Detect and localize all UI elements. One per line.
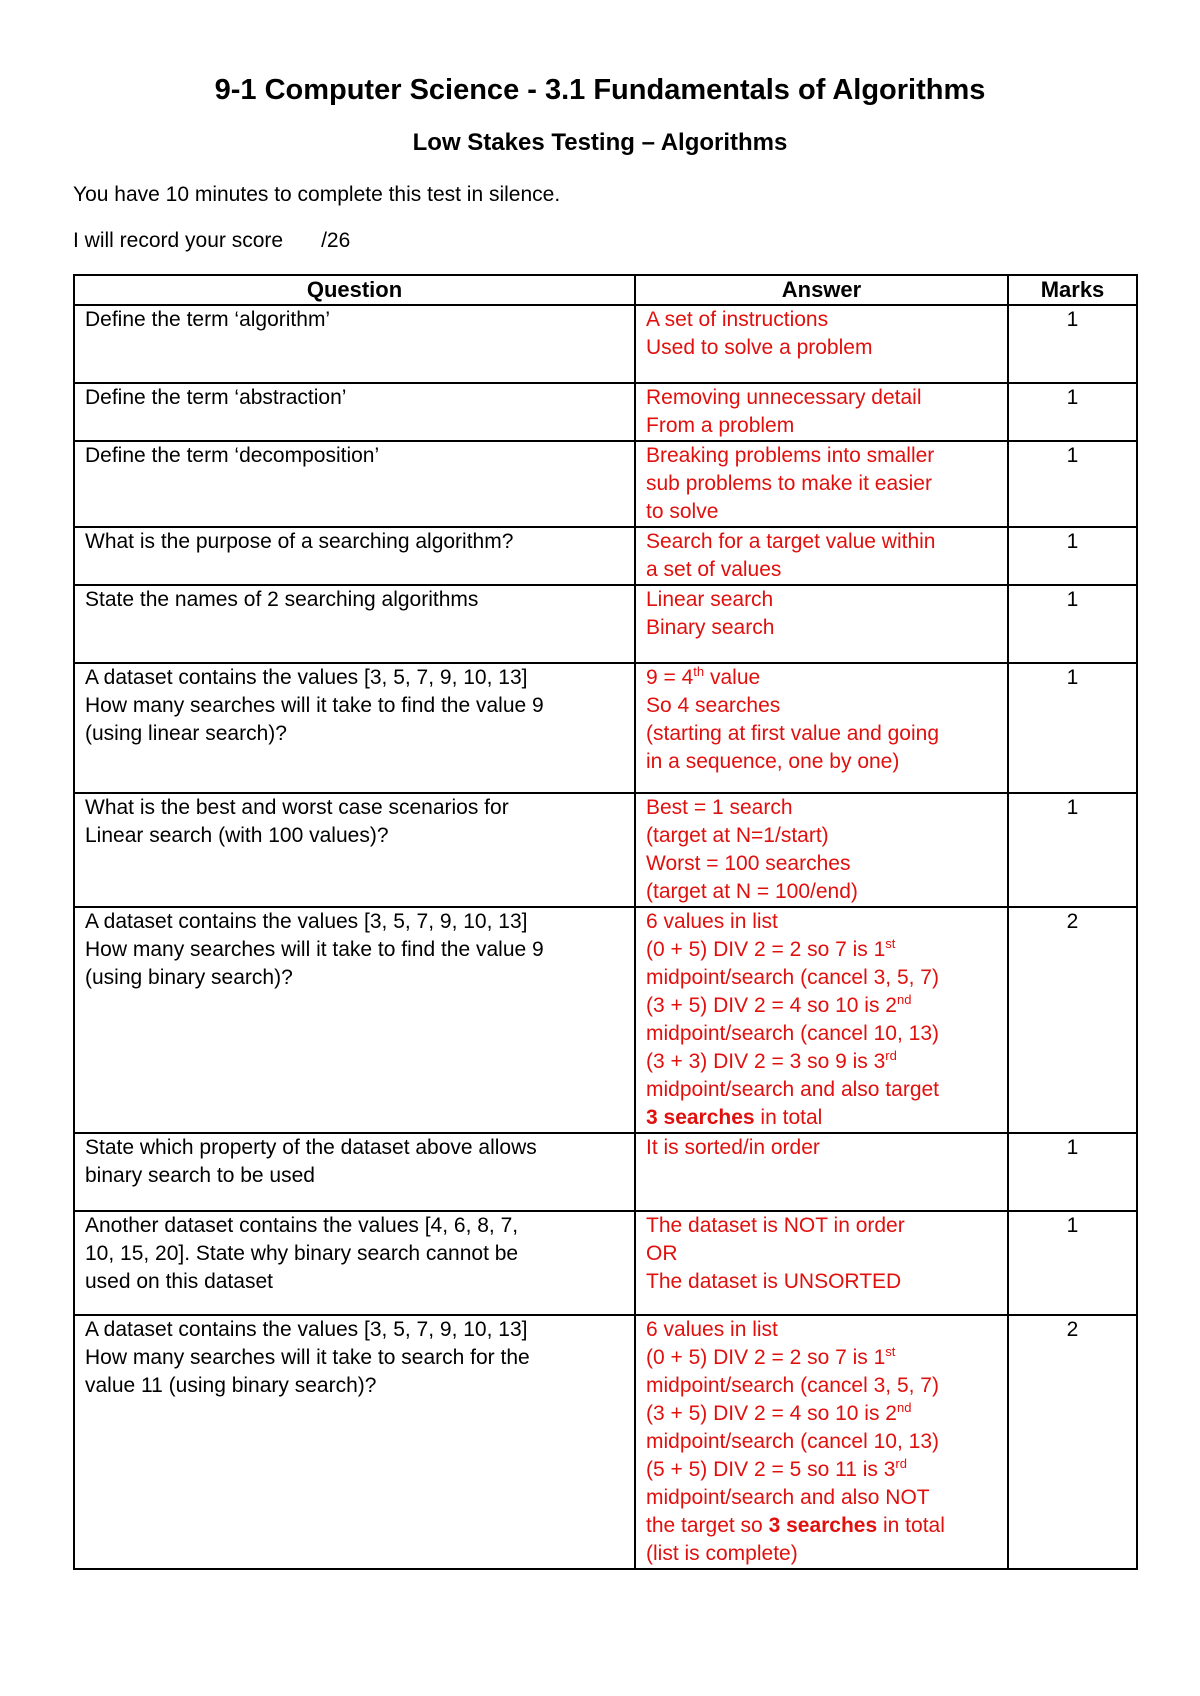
- table-row: [74, 793, 1137, 907]
- answer-line: midpoint/search (cancel 10, 13): [646, 1430, 939, 1453]
- answer-ordinal-suffix: st: [885, 1344, 896, 1359]
- answer-line: midpoint/search and also NOT: [646, 1486, 930, 1509]
- marks-cell: 1: [1008, 663, 1137, 793]
- score-total: /26: [321, 229, 351, 252]
- answer-line: [646, 1456, 997, 1484]
- marks-cell: 1: [1008, 1211, 1137, 1315]
- column-header-question: Question: [74, 275, 635, 305]
- answer-cell: [635, 1211, 1008, 1315]
- question-line: How many searches will it take to find the value 9: [85, 938, 544, 961]
- question-line: binary search to be used: [85, 1164, 315, 1187]
- marks-cell: 1: [1008, 585, 1137, 663]
- answer-line: (starting at first value and going: [646, 722, 939, 745]
- question-line: (using linear search)?: [85, 722, 287, 745]
- answer-cell: [635, 1315, 1008, 1569]
- answer-ordinal-suffix: rd: [895, 1456, 907, 1471]
- answer-cell: [635, 527, 1008, 585]
- answer-cell: [635, 1133, 1008, 1211]
- answer-text: value: [704, 666, 761, 689]
- question-line: What is the purpose of a searching algorithm?: [85, 530, 514, 553]
- answer-text: in total: [877, 1514, 945, 1537]
- answer-line: Removing unnecessary detail: [646, 386, 922, 409]
- question-line: Define the term ‘decomposition’: [85, 444, 380, 467]
- table-row: [74, 383, 1137, 441]
- answer-line: The dataset is NOT in order: [646, 1214, 905, 1237]
- question-cell: [74, 1133, 635, 1211]
- answer-line: So 4 searches: [646, 694, 781, 717]
- answer-line: midpoint/search (cancel 10, 13): [646, 1022, 939, 1045]
- answer-cell: [635, 663, 1008, 793]
- answer-line: 6 values in list: [646, 910, 778, 933]
- answer-ordinal-suffix: th: [693, 664, 705, 679]
- marks-cell: 1: [1008, 1133, 1137, 1211]
- answer-line: sub problems to make it easier: [646, 472, 932, 495]
- question-line: State the names of 2 searching algorithms: [85, 588, 479, 611]
- answer-line: A set of instructions: [646, 308, 829, 331]
- answer-text: (3 + 5) DIV 2 = 4 so 10 is 2: [646, 994, 897, 1017]
- table-row: [74, 527, 1137, 585]
- score-label: I will record your score: [73, 229, 284, 252]
- answer-line: (list is complete): [646, 1542, 798, 1565]
- answer-line: [646, 992, 997, 1020]
- question-line: How many searches will it take to find the value 9: [85, 694, 544, 717]
- table-row: [74, 1133, 1137, 1211]
- answer-text: 9 = 4: [646, 666, 694, 689]
- answer-cell: [635, 793, 1008, 907]
- question-line: State which property of the dataset above allows: [85, 1136, 537, 1159]
- table-row: [74, 663, 1137, 793]
- question-cell: [74, 527, 635, 585]
- table-row: [74, 1315, 1137, 1569]
- answer-line: in a sequence, one by one): [646, 750, 900, 773]
- table-row: [74, 907, 1137, 1133]
- table-row: [74, 1211, 1137, 1315]
- score-line: [73, 228, 350, 254]
- answer-text: (3 + 5) DIV 2 = 4 so 10 is 2: [646, 1402, 897, 1425]
- answer-line: Search for a target value within: [646, 530, 936, 553]
- answer-line: [646, 1048, 997, 1076]
- page-title: 9-1 Computer Science - 3.1 Fundamentals of Algorithms: [214, 74, 986, 106]
- question-cell: [74, 441, 635, 527]
- marks-cell: 1: [1008, 383, 1137, 441]
- answer-text: in total: [754, 1106, 823, 1129]
- answer-line: Linear search: [646, 588, 774, 611]
- answer-line: The dataset is UNSORTED: [646, 1270, 902, 1293]
- question-line: Linear search (with 100 values)?: [85, 824, 389, 847]
- question-line: Define the term ‘algorithm’: [85, 308, 331, 331]
- table-row: [74, 441, 1137, 527]
- marks-cell: 1: [1008, 793, 1137, 907]
- column-header-marks: Marks: [1008, 275, 1137, 305]
- column-header-answer: Answer: [635, 275, 1008, 305]
- answer-text: (0 + 5) DIV 2 = 2 so 7 is 1: [646, 1346, 886, 1369]
- answer-line: midpoint/search and also target: [646, 1078, 940, 1101]
- answer-line: Binary search: [646, 616, 775, 639]
- answer-ordinal-suffix: st: [885, 936, 896, 951]
- answer-line: 6 values in list: [646, 1318, 778, 1341]
- question-line: Define the term ‘abstraction’: [85, 386, 347, 409]
- answer-text: (0 + 5) DIV 2 = 2 so 7 is 1: [646, 938, 886, 961]
- question-line: A dataset contains the values [3, 5, 7, 9, 10, 13]: [85, 910, 528, 933]
- answer-ordinal-suffix: nd: [896, 992, 912, 1007]
- answer-ordinal-suffix: nd: [896, 1400, 912, 1415]
- answer-line: a set of values: [646, 558, 782, 581]
- answer-line: [646, 1400, 997, 1428]
- answer-line: Breaking problems into smaller: [646, 444, 935, 467]
- time-instruction: You have 10 minutes to complete this test in silence.: [73, 183, 561, 206]
- answer-line: [646, 1344, 997, 1372]
- question-cell: [74, 305, 635, 383]
- answer-cell: [635, 441, 1008, 527]
- answer-text: (5 + 5) DIV 2 = 5 so 11 is 3: [646, 1458, 896, 1481]
- answer-line: [646, 1104, 997, 1132]
- question-cell: [74, 383, 635, 441]
- question-answer-table: [73, 274, 1138, 1570]
- answer-ordinal-suffix: rd: [885, 1048, 897, 1063]
- question-line: A dataset contains the values [3, 5, 7, 9, 10, 13]: [85, 666, 528, 689]
- answer-line: From a problem: [646, 414, 795, 437]
- question-cell: [74, 793, 635, 907]
- question-line: What is the best and worst case scenarios for: [85, 796, 509, 819]
- question-line: Another dataset contains the values [4, 6, 8, 7,: [85, 1214, 519, 1237]
- answer-line: It is sorted/in order: [646, 1136, 820, 1159]
- answer-cell: [635, 585, 1008, 663]
- table-row: [74, 305, 1137, 383]
- answer-line: midpoint/search (cancel 3, 5, 7): [646, 966, 939, 989]
- question-cell: [74, 1211, 635, 1315]
- question-line: used on this dataset: [85, 1270, 273, 1293]
- marks-cell: 1: [1008, 305, 1137, 383]
- answer-line: OR: [646, 1242, 678, 1265]
- answer-line: [646, 1512, 997, 1540]
- question-cell: [74, 1315, 635, 1569]
- answer-line: [646, 664, 997, 692]
- answer-line: [646, 936, 997, 964]
- answer-line: (target at N=1/start): [646, 824, 829, 847]
- table-row: [74, 585, 1137, 663]
- question-line: A dataset contains the values [3, 5, 7, 9, 10, 13]: [85, 1318, 528, 1341]
- answer-text: the target so: [646, 1514, 769, 1537]
- question-line: value 11 (using binary search)?: [85, 1374, 377, 1397]
- answer-line: midpoint/search (cancel 3, 5, 7): [646, 1374, 939, 1397]
- marks-cell: 2: [1008, 1315, 1137, 1569]
- question-cell: [74, 585, 635, 663]
- question-cell: [74, 907, 635, 1133]
- answer-line: to solve: [646, 500, 719, 523]
- question-line: 10, 15, 20]. State why binary search cannot be: [85, 1242, 519, 1265]
- answer-bold-text: 3 searches: [768, 1514, 878, 1537]
- table-body: [74, 305, 1137, 1569]
- marks-cell: 1: [1008, 441, 1137, 527]
- marks-cell: 2: [1008, 907, 1137, 1133]
- answer-line: Used to solve a problem: [646, 336, 873, 359]
- answer-cell: [635, 383, 1008, 441]
- answer-cell: [635, 305, 1008, 383]
- question-cell: [74, 663, 635, 793]
- question-line: (using binary search)?: [85, 966, 293, 989]
- page-subtitle: Low Stakes Testing – Algorithms: [412, 129, 788, 156]
- marks-cell: 1: [1008, 527, 1137, 585]
- answer-line: Best = 1 search: [646, 796, 793, 819]
- question-line: How many searches will it take to search for the: [85, 1346, 530, 1369]
- answer-text: (3 + 3) DIV 2 = 3 so 9 is 3: [646, 1050, 886, 1073]
- table-header-row: [74, 275, 1137, 305]
- answer-bold-text: 3 searches: [646, 1106, 755, 1129]
- answer-cell: [635, 907, 1008, 1133]
- answer-line: Worst = 100 searches: [646, 852, 851, 875]
- answer-line: (target at N = 100/end): [646, 880, 858, 903]
